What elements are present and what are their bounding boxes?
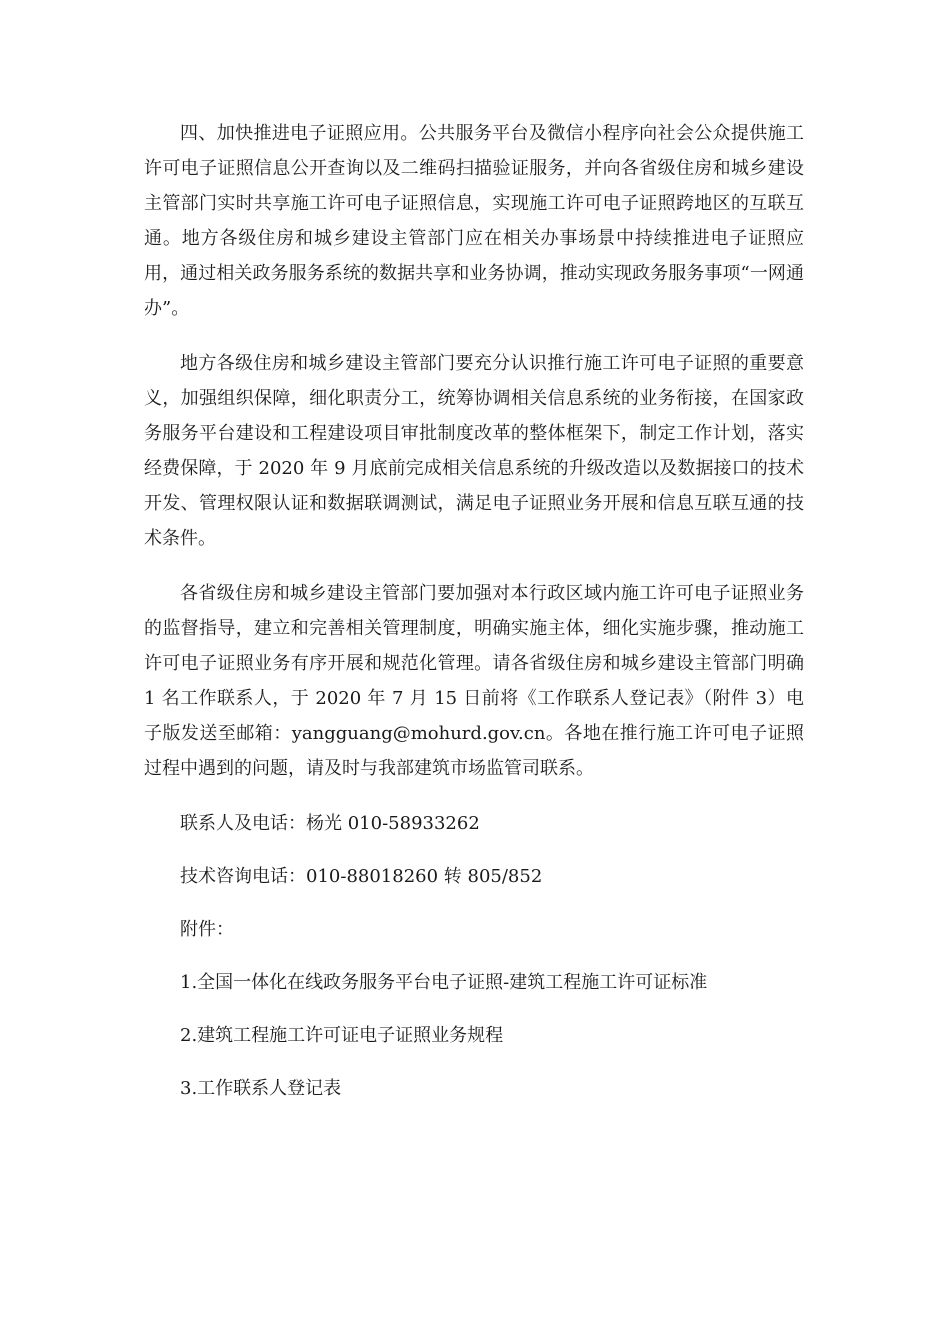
attachments-label: 附件：	[180, 919, 234, 940]
paragraph-local-departments-requirements: 地方各级住房和城乡建设主管部门要充分认识推行施工许可电子证照的重要意义，加强组织保障，细化职责分工，统筹协调相关信息系统的业务衔接，在国家政务服务平台建设和工程建设项目审批制度改革的整体框架下，制定工作计划，落实经费保障，于 2020 年 9 月底前完成相关信息系统的升级改造以及数据接口的技术开发、管理权限认证和数据联调测试，满足电子证照业务开展和信息互联互通的技术条件。	[144, 353, 804, 549]
paragraph-provincial-supervision: 各省级住房和城乡建设主管部门要加强对本行政区域内施工许可电子证照业务的监督指导，建立和完善相关管理制度，明确实施主体，细化实施步骤，推动施工许可电子证照业务有序开展和规范化管理。请各省级住房和城乡建设主管部门明确 1 名工作联系人，于 2020 年 7 月 15 日前将《工作联系人登记表》（附件 3）电子版发送至邮箱：yangguang@mohurd.gov.cn。各地在推行施工许可电子证照过程中遇到的问题，请及时与我部建筑市场监管司联系。	[144, 583, 804, 779]
tech-support-line: 技术咨询电话：010-88018260 转 805/852	[180, 866, 543, 887]
attachment-item-1: 1.全国一体化在线政务服务平台电子证照-建筑工程施工许可证标准	[180, 972, 708, 993]
attachment-item-3: 3.工作联系人登记表	[180, 1078, 342, 1099]
document-body	[144, 116, 804, 1124]
paragraph-electronic-license-application: 四、加快推进电子证照应用。公共服务平台及微信小程序向社会公众提供施工许可电子证照信息公开查询以及二维码扫描验证服务，并向各省级住房和城乡建设主管部门实时共享施工许可电子证照信息，实现施工许可电子证照跨地区的互联互通。地方各级住房和城乡建设主管部门应在相关办事场景中持续推进电子证照应用，通过相关政务服务系统的数据共享和业务协调，推动实现政务服务事项“一网通办”。	[144, 123, 804, 319]
contact-line: 联系人及电话：杨光 010-58933262	[180, 813, 480, 834]
attachment-item-2: 2.建筑工程施工许可证电子证照业务规程	[180, 1025, 504, 1046]
